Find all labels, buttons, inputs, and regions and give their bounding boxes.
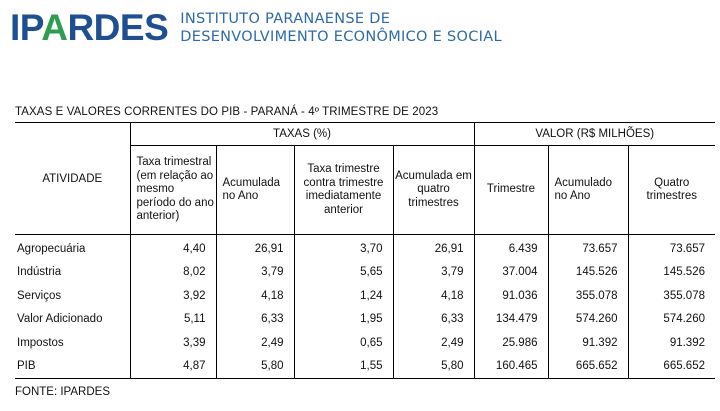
table-cell: 3,79 [393,261,474,285]
table-cell: 2,49 [216,331,294,355]
table-row [15,235,715,261]
table-cell: 145.526 [628,261,715,285]
table-cell: 4,18 [393,284,474,308]
table-row [15,284,715,308]
column-header-activity: ATIVIDADE [15,123,130,235]
column-header-acumulada-quatro: Acumulada em quatro trimestres [393,146,474,235]
header-group-row [15,123,715,146]
table-cell: 1,24 [294,284,393,308]
table-cell: 26,91 [393,235,474,261]
table-cell: 37.004 [474,261,548,285]
table-cell: 574.260 [628,308,715,332]
row-label: Indústria [17,266,62,279]
column-header-valor-acumulado-ano: Acumulado no Ano [548,146,628,235]
pib-table [15,122,715,379]
table-row [15,308,715,332]
table-cell: 8,02 [130,261,216,285]
source-note: FONTE: IPARDES [15,386,110,398]
row-label: Agropecuária [17,242,86,255]
table-row [15,331,715,355]
table-cell: 91.392 [628,331,715,355]
group-header-taxas: TAXAS (%) [130,123,474,146]
logo-text-part1: IP [10,7,42,48]
table-title: TAXAS E VALORES CORRENTES DO PIB - PARANÁ - 4º TRIMESTRE DE 2023 [15,106,439,118]
table-cell: 1,55 [294,355,393,379]
table-cell: 3,70 [294,235,393,261]
table-cell: 73.657 [628,235,715,261]
table-cell: 5,80 [216,355,294,379]
table-cell: 25.986 [474,331,548,355]
table-cell: 574.260 [548,308,628,332]
table-cell: 5,65 [294,261,393,285]
table-cell: 26,91 [216,235,294,261]
table-cell: 4,18 [216,284,294,308]
logo-text-part3: RDES [67,7,169,48]
table-cell: 91.392 [548,331,628,355]
table-cell: 355.078 [628,284,715,308]
table-cell: 665.652 [548,355,628,379]
column-header-valor-quatro: Quatro trimestres [628,146,715,235]
table-cell: 91.036 [474,284,548,308]
column-header-taxa-trimestral: Taxa trimestral (em relação ao mesmo período do ano anterior) [130,146,216,235]
table-cell: 3,39 [130,331,216,355]
group-header-valor: VALOR (R$ MILHÕES) [474,123,715,146]
row-label: PIB [15,355,130,379]
table-cell: 6,33 [393,308,474,332]
table-row [15,261,715,285]
column-header-acumulada-ano: Acumulada no Ano [216,146,294,235]
table-cell: 0,65 [294,331,393,355]
table-cell: 355.078 [548,284,628,308]
institute-name [180,10,502,46]
table-cell: 2,49 [393,331,474,355]
table-cell: 145.526 [548,261,628,285]
column-header-valor-trimestre: Trimestre [474,146,548,235]
table-cell: 73.657 [548,235,628,261]
table-cell: 4,40 [130,235,216,261]
ipardes-header [10,6,502,50]
row-label: Serviços [17,289,62,302]
table-cell: 665.652 [628,355,715,379]
table-cell: 5,11 [130,308,216,332]
table-cell: 160.465 [474,355,548,379]
institute-name-line1: INSTITUTO PARANAENSE DE [180,11,391,27]
table-cell: 6,33 [216,308,294,332]
institute-name-line2: DESENVOLVIMENTO ECONÔMICO E SOCIAL [180,29,502,45]
row-label: Valor Adicionado [17,313,103,326]
row-label: Impostos [17,336,64,349]
ipardes-logo [10,6,168,50]
column-header-trimestre-anterior: Taxa trimestre contra trimestre imediatamente anterior [294,146,393,235]
table-cell: 5,80 [393,355,474,379]
table-row [15,355,715,379]
table-cell: 1,95 [294,308,393,332]
table-cell: 6.439 [474,235,548,261]
table-cell: 3,92 [130,284,216,308]
logo-text-part2: A [41,7,68,48]
table-cell: 3,79 [216,261,294,285]
table-cell: 4,87 [130,355,216,379]
table-cell: 134.479 [474,308,548,332]
